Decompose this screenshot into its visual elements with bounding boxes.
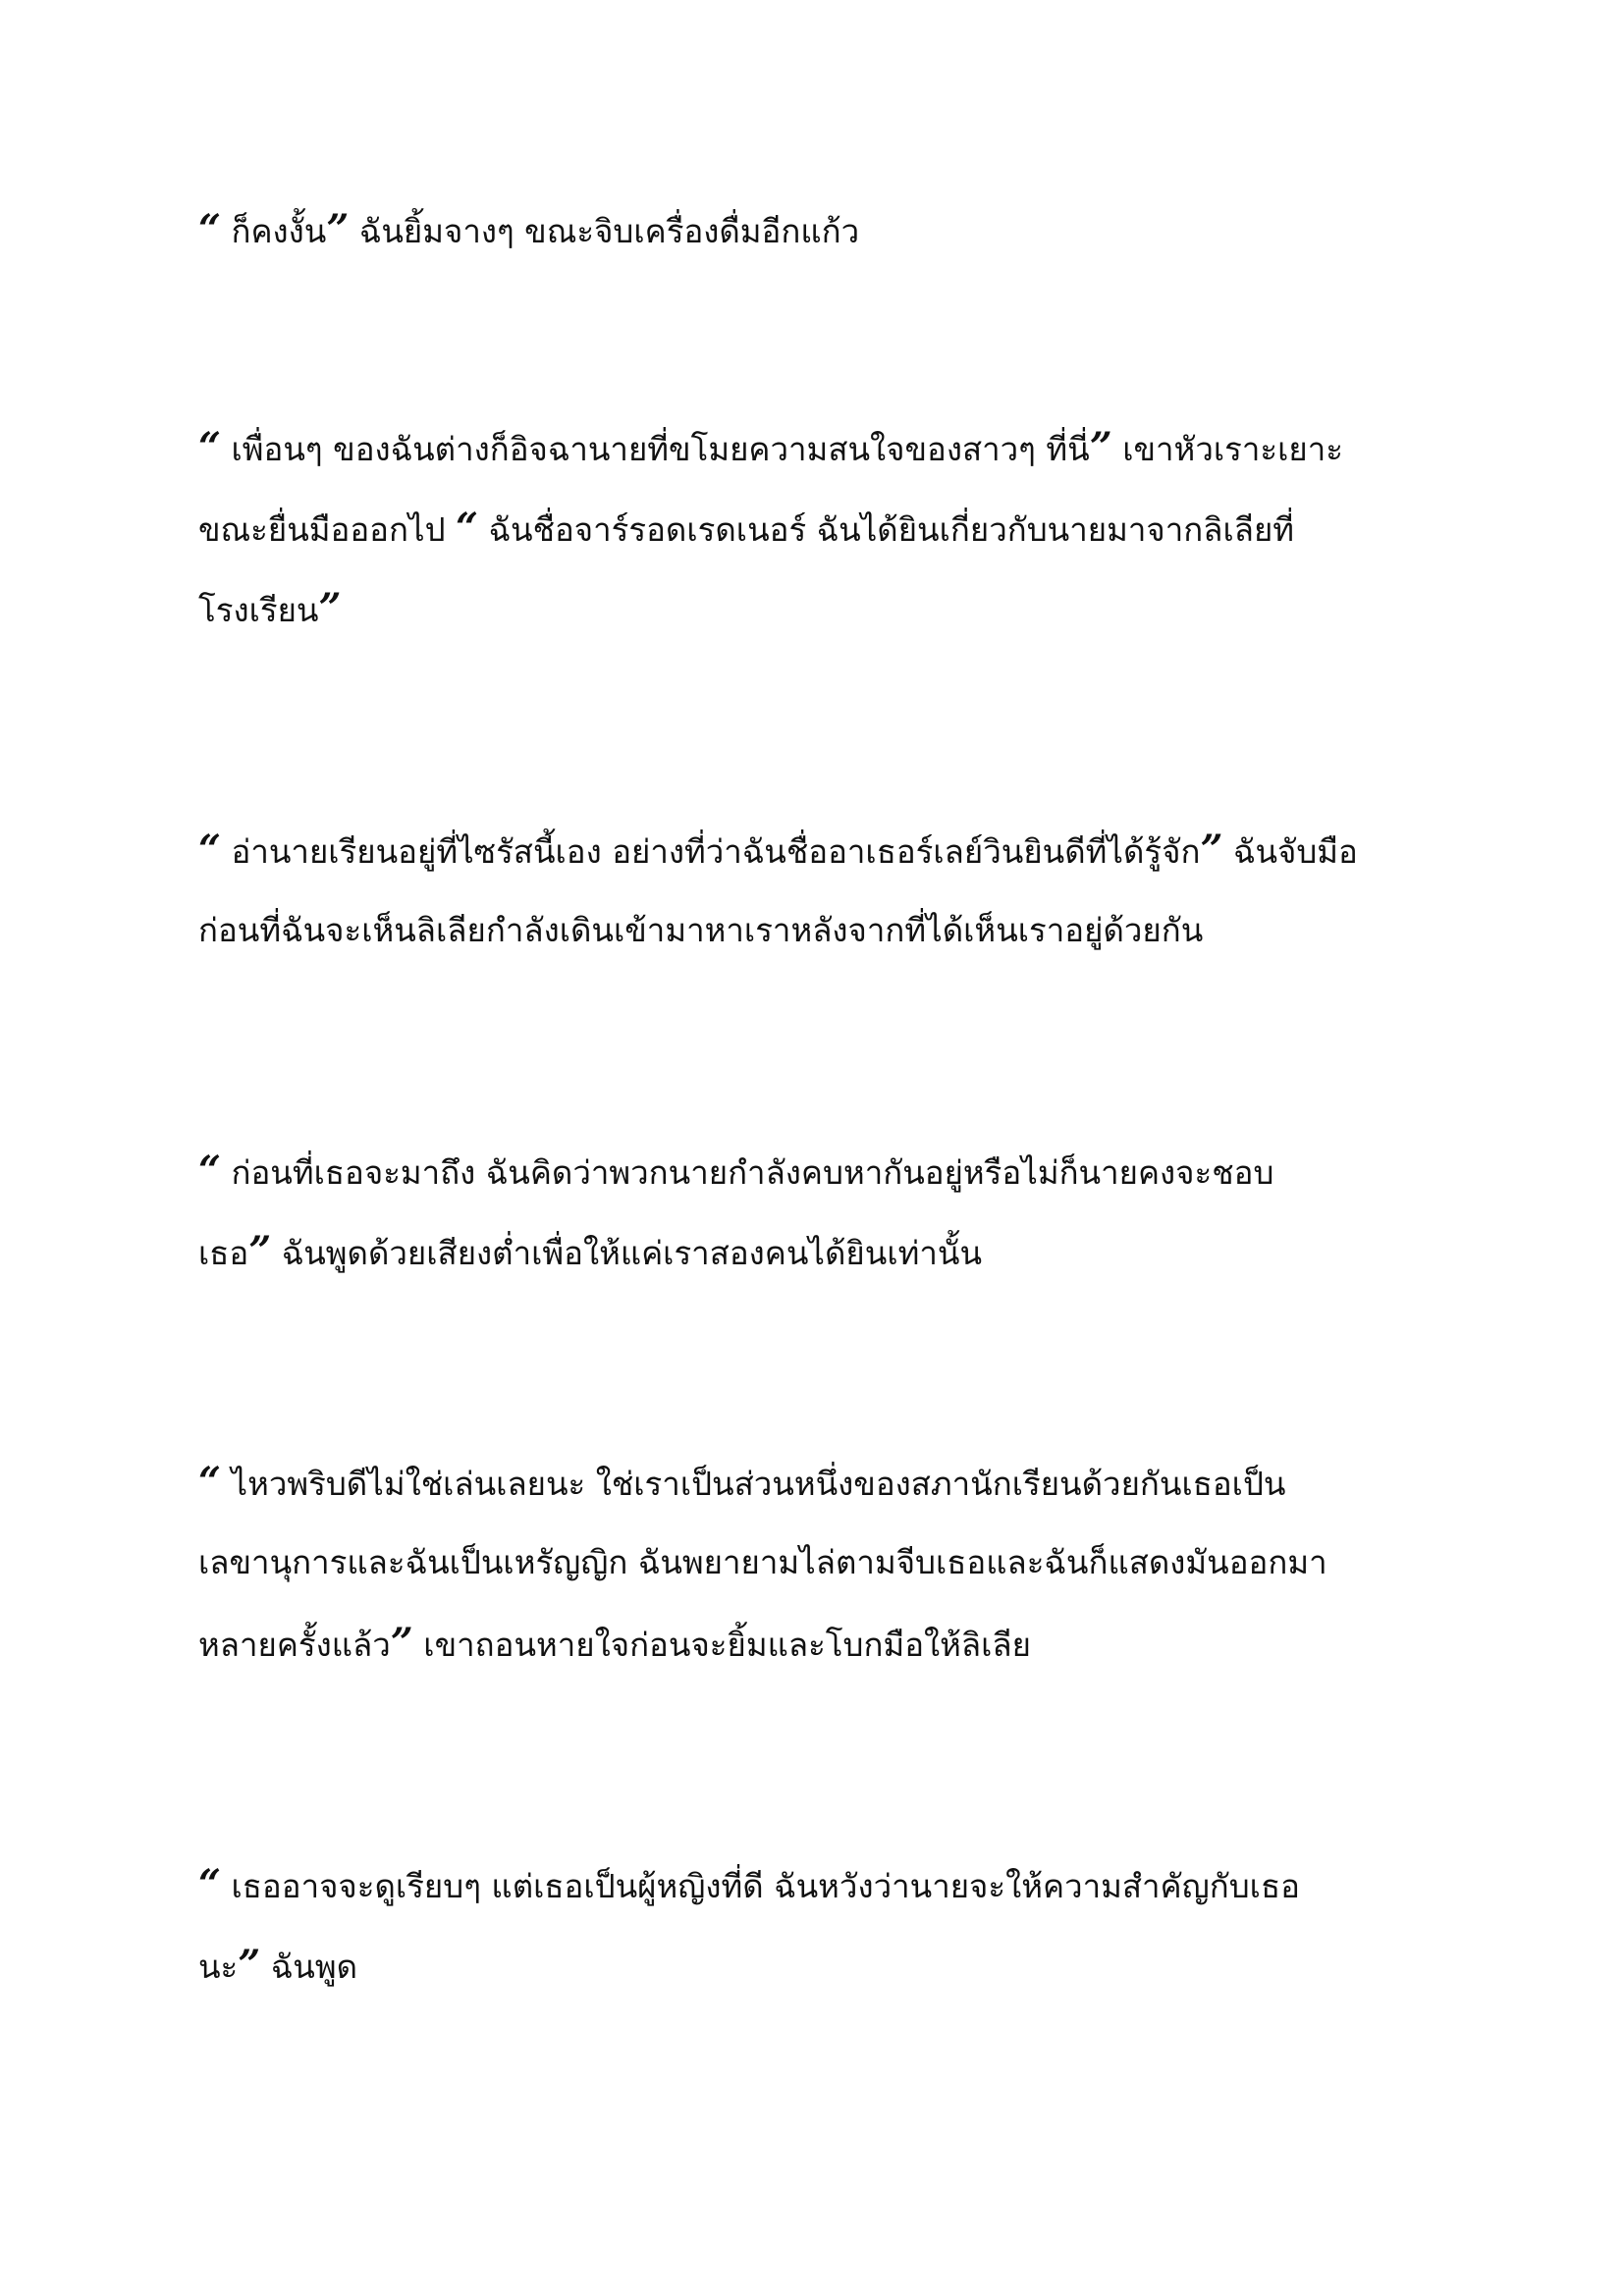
text-line: โรงเรียน” [198, 585, 342, 631]
text-line: ก่อนที่ฉันจะเห็นลิเลียกำลังเดินเข้ามาหาเราหลังจากที่ได้เห็นเราอยู่ด้วยกัน [198, 911, 1204, 949]
paragraph-5 [198, 1453, 1455, 1694]
text-line: “ ก่อนที่เธอจะมาถึง ฉันคิดว่าพวกนายกำลังคบหากันอยู่หรือไม่ก็นายคงจะชอบ [198, 1148, 1274, 1194]
text-line: “ อ่านายเรียนอยู่ที่ไซรัสนี้เอง อย่างที่ว่าฉันชื่ออาเธอร์เลย์วินยินดีที่ได้รู้จัก” ฉันจับมือ [198, 827, 1358, 873]
text-line: เลขานุการและฉันเป็นเหรัญญิก ฉันพยายามไล่ตามจีบเธอและฉันก็แสดงมันออกมา [198, 1543, 1327, 1581]
text-line: “ ไหวพริบดีไม่ใช่เล่นเลยนะ ใช่เราเป็นส่วนหนึ่งของสภานักเรียนด้วยกันเธอเป็น [198, 1459, 1286, 1505]
text-line: นะ” ฉันพูด [198, 1942, 358, 1988]
text-line: “ เธออาจจะดูเรียบๆ แต่เธอเป็นผู้หญิงที่ดี ฉันหวังว่านายจะให้ความสำคัญกับเธอ [198, 1861, 1300, 1907]
text-line: เธอ” ฉันพูดด้วยเสียงต่ำเพื่อให้แค่เราสองคนได้ยินเท่านั้น [198, 1228, 983, 1274]
paragraph-6 [198, 1855, 1455, 2016]
text-line: “ เพื่อนๆ ของฉันต่างก็อิจฉานายที่ขโมยความสนใจของสาวๆ ที่นี่” เขาหัวเราะเยาะ [198, 424, 1343, 470]
paragraph-2 [198, 418, 1455, 660]
text-line: “ ก็คงงั้น” ฉันยิ้มจางๆ ขณะจิบเครื่องดื่มอีกแก้ว [198, 206, 860, 252]
text-line: หลายครั้งแล้ว” เขาถอนหายใจก่อนจะยิ้มและโบกมือให้ลิเลีย [198, 1620, 1031, 1666]
paragraph-3 [198, 821, 1455, 982]
text-line: ขณะยื่นมือออกไป “ ฉันชื่อจาร์รอดเรดเนอร์ ฉันได้ยินเกี่ยวกับนายมาจากลิเลียที่ [198, 505, 1295, 551]
paragraph-1 [198, 200, 1455, 281]
paragraph-4 [198, 1142, 1455, 1303]
